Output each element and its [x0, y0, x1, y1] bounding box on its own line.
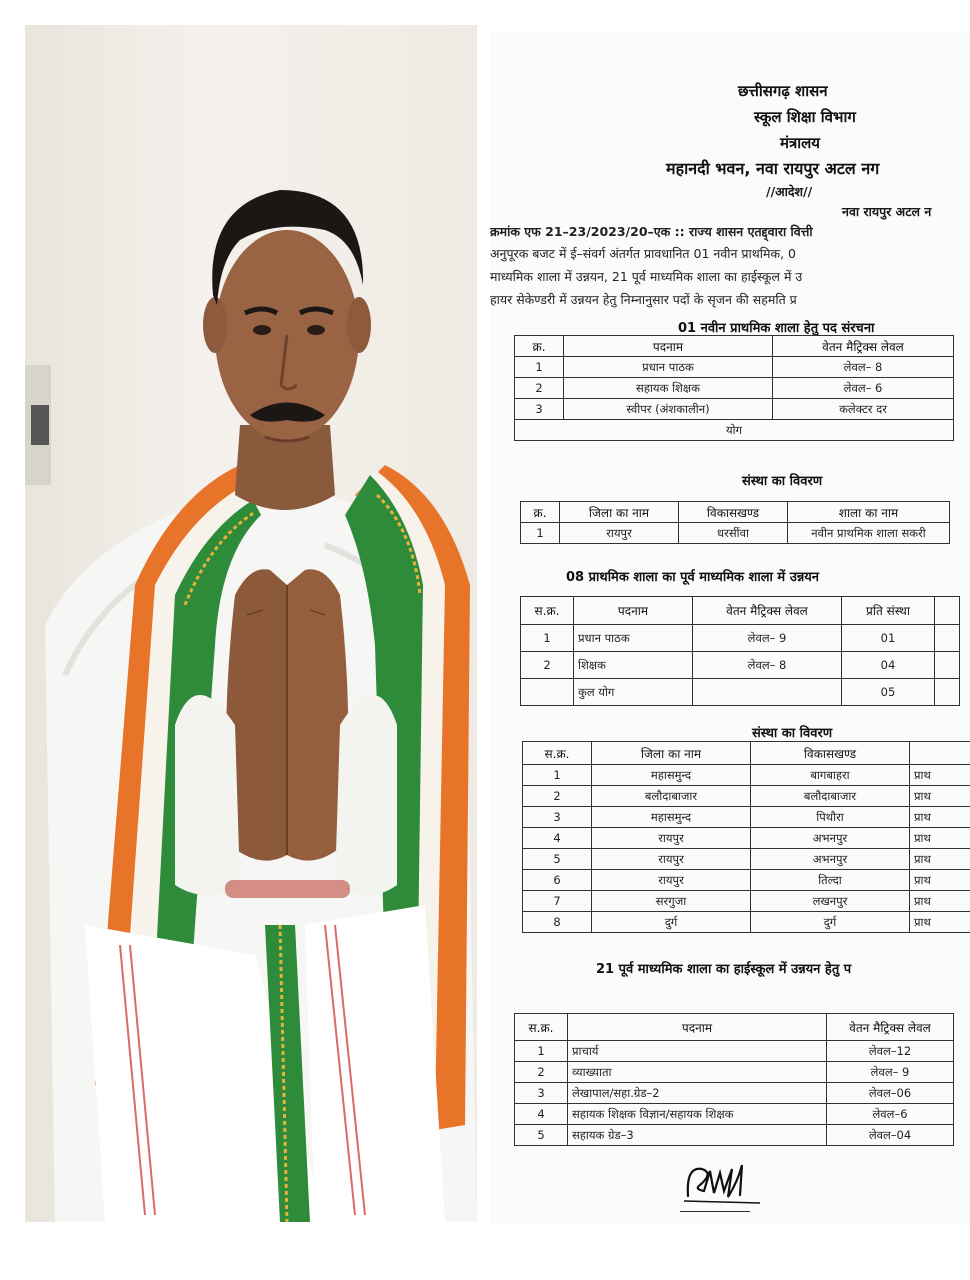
header-cell: स.क्र. — [523, 742, 592, 765]
table-total-row — [521, 679, 960, 706]
header-line-4: महानदी भवन, नवा रायपुर अटल नग — [666, 159, 880, 178]
cell: प्राथ — [910, 870, 970, 891]
section3-table — [520, 596, 960, 706]
cell: 2 — [515, 378, 564, 399]
cell: दुर्ग — [751, 912, 910, 933]
government-order-document — [490, 33, 970, 1223]
cell: 2 — [523, 786, 592, 807]
table-row — [515, 357, 954, 378]
section4-table — [522, 741, 970, 933]
cell: अभनपुर — [751, 828, 910, 849]
cell: 8 — [523, 912, 592, 933]
cell: 5 — [515, 1125, 568, 1146]
table-row — [523, 765, 970, 786]
portrait-photo — [25, 25, 477, 1222]
cell: लेवल–6 — [827, 1104, 954, 1125]
table-row — [515, 1125, 954, 1146]
cell: नवीन प्राथमिक शाला सकरी — [788, 523, 950, 544]
cell: प्राथ — [910, 891, 970, 912]
order-label: //आदेश// — [766, 184, 813, 199]
cell: शिक्षक — [574, 652, 693, 679]
table-header-row — [515, 336, 954, 357]
table-header-row — [521, 597, 960, 625]
cell: सरगुजा — [592, 891, 751, 912]
header-cell: क्र. — [515, 336, 564, 357]
table-row — [515, 399, 954, 420]
cell: प्राचार्य — [568, 1041, 827, 1062]
section1-table — [514, 335, 954, 441]
cell: 01 — [842, 625, 935, 652]
cell: महासमुन्द — [592, 765, 751, 786]
table-row — [523, 786, 970, 807]
cell: 2 — [515, 1062, 568, 1083]
header-cell: जिला का नाम — [560, 502, 679, 523]
section1-title: 01 नवीन प्राथमिक शाला हेतु पद संरचना — [678, 321, 875, 336]
cell: महासमुन्द — [592, 807, 751, 828]
cell: लेवल–04 — [827, 1125, 954, 1146]
cell: लेवल– 8 — [773, 357, 954, 378]
cell: लेवल–12 — [827, 1041, 954, 1062]
body-line-1: क्रमांक एफ 21–23/2023/20–एक :: राज्य शासन एतद्द्वारा वित्ती — [490, 224, 813, 239]
cell: स्वीपर (अंशकालीन) — [564, 399, 773, 420]
cell: रायपुर — [592, 870, 751, 891]
cell: रायपुर — [592, 828, 751, 849]
header-cell: पदनाम — [574, 597, 693, 625]
cell: 1 — [523, 765, 592, 786]
cell: बलौदाबाजार — [592, 786, 751, 807]
header-cell — [910, 742, 970, 765]
cell: 1 — [515, 357, 564, 378]
cell: प्रधान पाठक — [564, 357, 773, 378]
cell: 1 — [521, 625, 574, 652]
table-row — [515, 1083, 954, 1104]
place-line: नवा रायपुर अटल न — [842, 204, 932, 219]
section2-title: संस्था का विवरण — [742, 474, 823, 489]
body-line-3: माध्यमिक शाला में उन्नयन, 21 पूर्व माध्यमिक शाला का हाईस्कूल में उ — [490, 269, 803, 284]
table-row — [523, 828, 970, 849]
cell: लेखापाल/सहा.ग्रेड–2 — [568, 1083, 827, 1104]
table-row — [515, 378, 954, 399]
cell: 2 — [521, 652, 574, 679]
section2-table — [520, 501, 950, 544]
cell: कलेक्टर दर — [773, 399, 954, 420]
cell: प्राथ — [910, 786, 970, 807]
table-row — [515, 1104, 954, 1125]
cell: व्याख्याता — [568, 1062, 827, 1083]
header-cell: स.क्र. — [515, 1014, 568, 1041]
cell: लेवल–06 — [827, 1083, 954, 1104]
cell: सहायक शिक्षक — [564, 378, 773, 399]
portrait-illustration — [25, 25, 477, 1222]
table-row — [523, 870, 970, 891]
header-cell: जिला का नाम — [592, 742, 751, 765]
cell: 4 — [523, 828, 592, 849]
signature — [680, 1151, 770, 1211]
cell: प्राथ — [910, 807, 970, 828]
section5-title: 21 पूर्व माध्यमिक शाला का हाईस्कूल में उन्नयन हेतु प — [596, 962, 852, 977]
cell: अभनपुर — [751, 849, 910, 870]
table-row — [521, 652, 960, 679]
header-cell: पदनाम — [564, 336, 773, 357]
table-row — [515, 1041, 954, 1062]
cell: रायपुर — [592, 849, 751, 870]
header-cell: प्रति संस्था — [842, 597, 935, 625]
cell: 04 — [842, 652, 935, 679]
cell: 3 — [515, 1083, 568, 1104]
cell: 4 — [515, 1104, 568, 1125]
table-header-row — [515, 1014, 954, 1041]
cell: लखनपुर — [751, 891, 910, 912]
cell: 1 — [515, 1041, 568, 1062]
cell: बागबाहरा — [751, 765, 910, 786]
header-cell: वेतन मैट्रिक्स लेवल — [827, 1014, 954, 1041]
cell: 3 — [523, 807, 592, 828]
table-row — [521, 523, 950, 544]
header-line-1: छत्तीसगढ़ शासन — [738, 82, 828, 100]
cell: 7 — [523, 891, 592, 912]
cell: लेवल– 9 — [693, 625, 842, 652]
header-cell: वेतन मैट्रिक्स लेवल — [693, 597, 842, 625]
signature-line — [680, 1211, 750, 1212]
table-row — [521, 625, 960, 652]
section3-title: 08 प्राथमिक शाला का पूर्व माध्यमिक शाला में उन्नयन — [566, 570, 819, 585]
cell: लेवल– 6 — [773, 378, 954, 399]
table-header-row — [521, 502, 950, 523]
header-cell: क्र. — [521, 502, 560, 523]
cell: 5 — [523, 849, 592, 870]
table-row — [523, 912, 970, 933]
cell: प्राथ — [910, 912, 970, 933]
table-row — [523, 849, 970, 870]
body-line-2: अनुपूरक बजट में ई–संवर्ग अंतर्गत प्रावधानित 01 नवीन प्राथमिक, 0 — [490, 246, 796, 261]
table-row — [523, 891, 970, 912]
cell: 6 — [523, 870, 592, 891]
cell: रायपुर — [560, 523, 679, 544]
cell: 1 — [521, 523, 560, 544]
table-row — [515, 1062, 954, 1083]
cell: दुर्ग — [592, 912, 751, 933]
header-line-2: स्कूल शिक्षा विभाग — [754, 108, 856, 126]
cell: प्रधान पाठक — [574, 625, 693, 652]
header-cell: पदनाम — [568, 1014, 827, 1041]
cell: लेवल– 8 — [693, 652, 842, 679]
table-row — [523, 807, 970, 828]
table-total-row — [515, 420, 954, 441]
header-cell: स.क्र. — [521, 597, 574, 625]
header-cell: विकासखण्ड — [679, 502, 788, 523]
header-cell: वेतन मैट्रिक्स लेवल — [773, 336, 954, 357]
cell: तिल्दा — [751, 870, 910, 891]
body-line-4: हायर सेकेण्डरी में उन्नयन हेतु निम्नानुसार पदों के सृजन की सहमति प्र — [490, 292, 797, 307]
section5-table — [514, 1013, 954, 1146]
total-value: 05 — [842, 679, 935, 706]
cell: सहायक ग्रेड–3 — [568, 1125, 827, 1146]
total-label: कुल योग — [574, 679, 693, 706]
cell: धरसींवा — [679, 523, 788, 544]
header-cell: शाला का नाम — [788, 502, 950, 523]
cell: पिथौरा — [751, 807, 910, 828]
header-line-3: मंत्रालय — [780, 134, 821, 152]
cell: प्राथ — [910, 828, 970, 849]
total-label: योग — [515, 420, 954, 441]
cell: लेवल– 9 — [827, 1062, 954, 1083]
section4-title: संस्था का विवरण — [752, 726, 833, 741]
cell: 3 — [515, 399, 564, 420]
cell: सहायक शिक्षक विज्ञान/सहायक शिक्षक — [568, 1104, 827, 1125]
table-header-row — [523, 742, 970, 765]
cell: बलौदाबाजार — [751, 786, 910, 807]
cell: प्राथ — [910, 765, 970, 786]
header-cell: विकासखण्ड — [751, 742, 910, 765]
cell: प्राथ — [910, 849, 970, 870]
